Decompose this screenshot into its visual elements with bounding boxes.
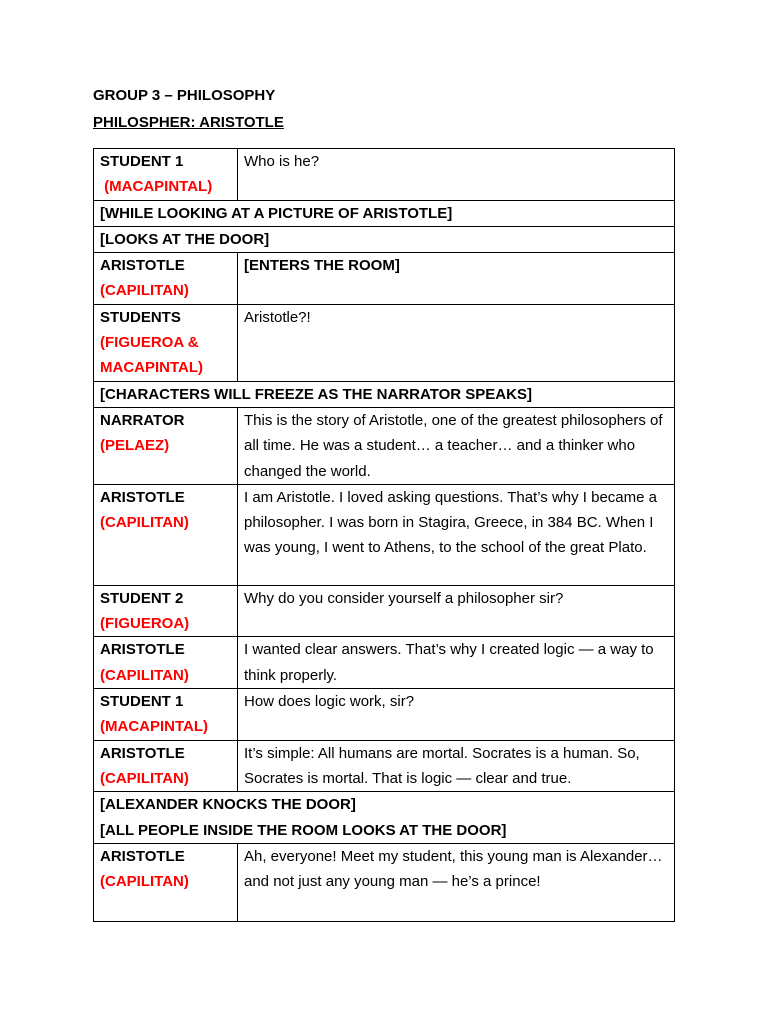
table-row: [94, 149, 675, 201]
speaker-name: STUDENT 1: [100, 693, 184, 711]
table-row: [94, 689, 675, 741]
dialogue-cell: How does logic work, sir?: [238, 689, 675, 741]
script-table: [93, 148, 675, 922]
actor-name: (CAPILITAN): [100, 873, 189, 891]
speaker-cell: [94, 637, 238, 689]
table-row: [94, 484, 675, 585]
speaker-cell: [94, 484, 238, 585]
stage-direction-text: [WHILE LOOKING AT A PICTURE OF ARISTOTLE]: [100, 204, 453, 222]
speaker-cell: [94, 843, 238, 921]
speaker-name: ARISTOTLE: [100, 488, 185, 506]
speaker-name: ARISTOTLE: [100, 847, 185, 865]
group-title: GROUP 3 – PHILOSOPHY: [93, 87, 276, 104]
dialogue-cell: Why do you consider yourself a philosopher sir?: [238, 585, 675, 637]
dialogue-cell: Who is he?: [238, 149, 675, 201]
speaker-cell: [94, 253, 238, 305]
stage-direction-text: [ALEXANDER KNOCKS THE DOOR]: [100, 796, 356, 814]
dialogue-cell: I am Aristotle. I loved asking questions. That’s why I became a philosopher. I was born in Stagira, Greece, in 384 BC. When I was young, I went to Athens, to the school of the great Plato.: [238, 484, 675, 585]
stage-direction-text: [CHARACTERS WILL FREEZE AS THE NARRATOR SPEAKS]: [100, 385, 532, 403]
dialogue-cell: Aristotle?!: [238, 304, 675, 381]
table-row: [94, 381, 675, 407]
stage-direction: [94, 792, 675, 844]
table-row: [94, 585, 675, 637]
speaker-name: ARISTOTLE: [100, 257, 185, 275]
speaker-cell: [94, 585, 238, 637]
speaker-cell: [94, 304, 238, 381]
actor-name: (CAPILITAN): [100, 514, 189, 532]
table-row: [94, 740, 675, 792]
actor-name: (CAPILITAN): [100, 282, 189, 300]
speaker-name: STUDENTS: [100, 308, 181, 326]
stage-direction-text: [LOOKS AT THE DOOR]: [100, 230, 270, 248]
dialogue-cell: I wanted clear answers. That’s why I created logic — a way to think properly.: [238, 637, 675, 689]
table-row: [94, 226, 675, 252]
speaker-name: NARRATOR: [100, 411, 185, 429]
table-row: [94, 637, 675, 689]
stage-direction-text: [ALL PEOPLE INSIDE THE ROOM LOOKS AT THE DOOR]: [100, 821, 507, 839]
speaker-name: STUDENT 1: [100, 153, 184, 170]
table-row: [94, 304, 675, 381]
dialogue-cell: This is the story of Aristotle, one of the greatest philosophers of all time. He was a student… a teacher… and a thinker who changed the world.: [238, 407, 675, 484]
actor-name: (FIGUEROA): [100, 615, 190, 633]
stage-direction: [94, 226, 675, 252]
stage-direction: [94, 200, 675, 226]
speaker-name: ARISTOTLE: [100, 744, 185, 762]
table-row: [94, 200, 675, 226]
table-row: [94, 407, 675, 484]
philosopher-title: PHILOSPHER: ARISTOTLE: [93, 114, 284, 131]
dialogue-cell: Ah, everyone! Meet my student, this young man is Alexander… and not just any young man — he’s a prince!: [238, 843, 675, 921]
speaker-cell: [94, 407, 238, 484]
table-row: [94, 843, 675, 921]
actor-name: (MACAPINTAL): [100, 718, 209, 736]
speaker-cell: [94, 689, 238, 741]
table-row: [94, 253, 675, 305]
dialogue-cell: It’s simple: All humans are mortal. Socrates is a human. So, Socrates is mortal. That is logic — clear and true.: [238, 740, 675, 792]
actor-name: (CAPILITAN): [100, 666, 189, 684]
speaker-cell: [94, 740, 238, 792]
speaker-cell: [94, 149, 238, 201]
stage-direction: [94, 381, 675, 407]
dialogue-cell: [ENTERS THE ROOM]: [238, 253, 675, 305]
speaker-name: STUDENT 2: [100, 589, 184, 607]
actor-name: (PELAEZ): [100, 437, 170, 455]
actor-name: (CAPILITAN): [100, 769, 189, 787]
actor-name: (FIGUEROA & MACAPINTAL): [100, 334, 204, 377]
actor-name: (MACAPINTAL): [100, 178, 213, 196]
table-row: [94, 792, 675, 844]
speaker-name: ARISTOTLE: [100, 641, 185, 659]
